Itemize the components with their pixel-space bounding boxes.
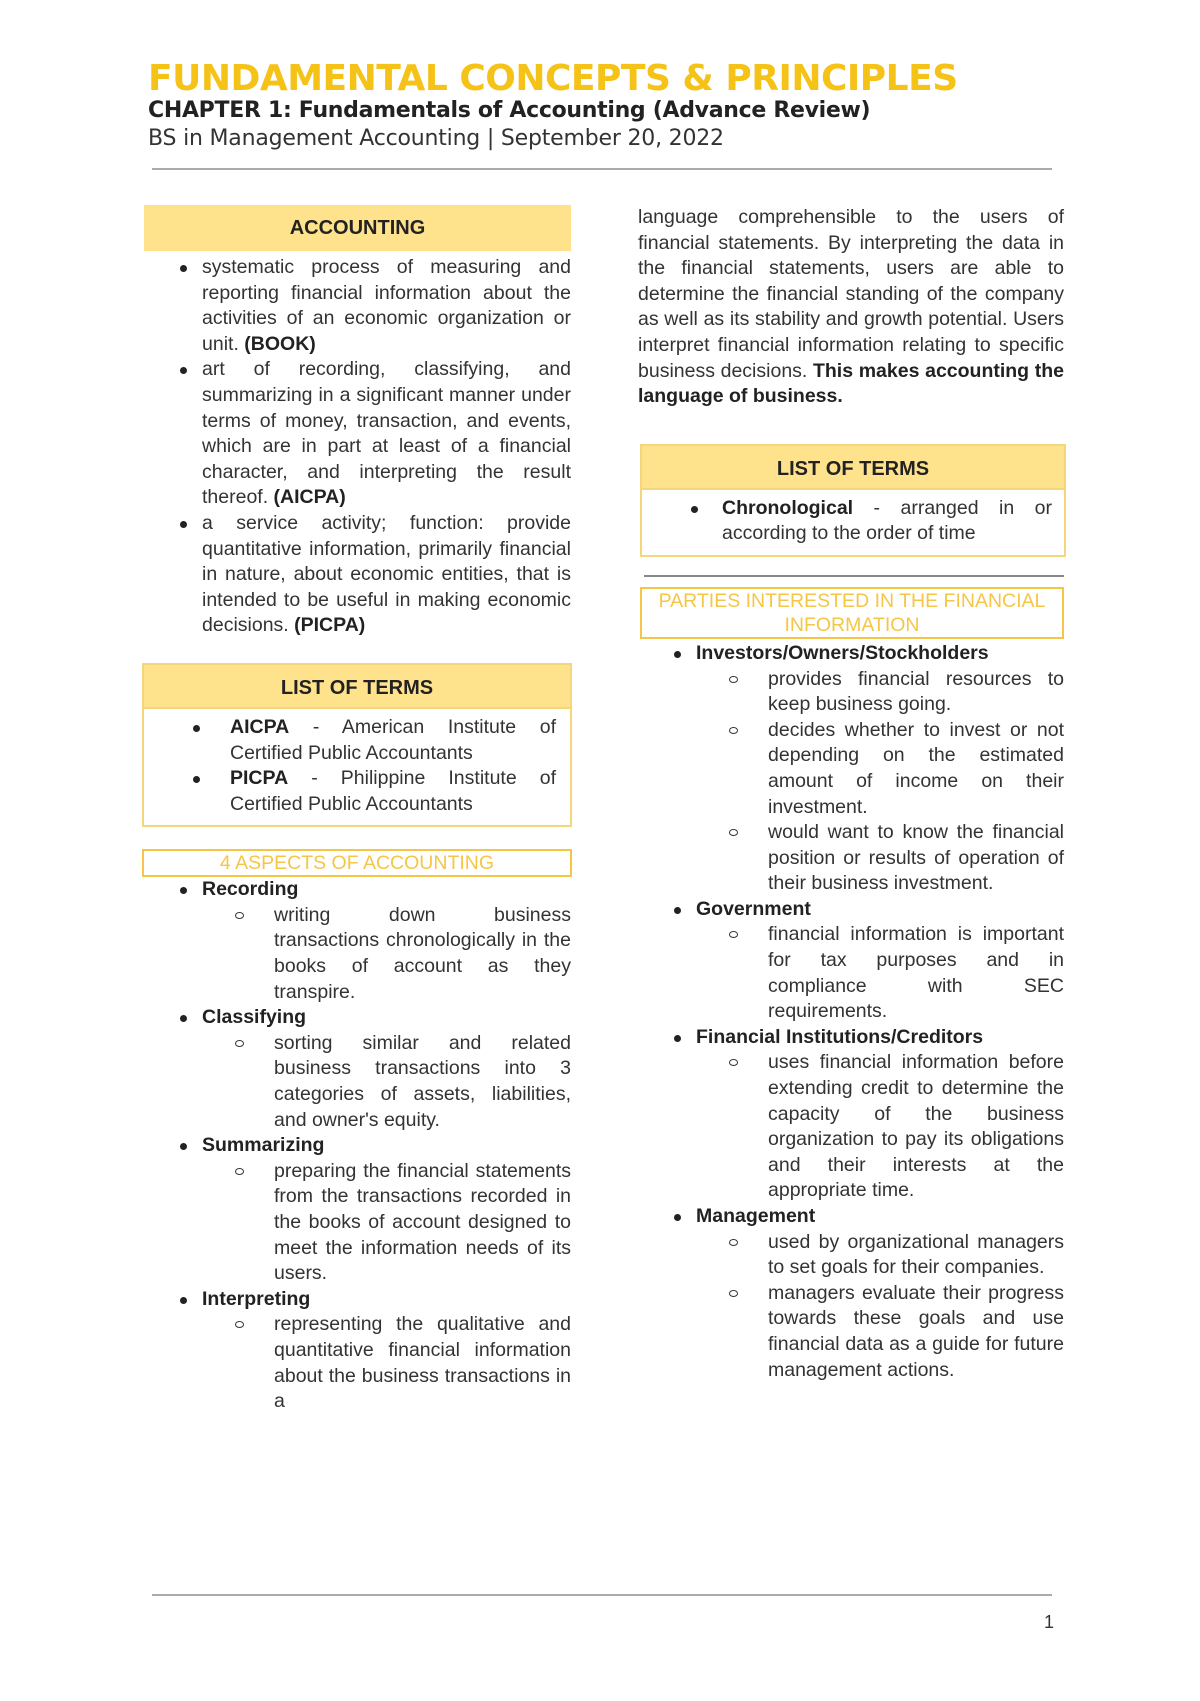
parties-heading: PARTIES INTERESTED IN THE FINANCIAL INFORMATION: [640, 587, 1064, 639]
header-divider: [152, 168, 1052, 170]
aspect-detail: representing the qualitative and quantitative financial information about the business transactions in a: [202, 1312, 571, 1414]
aspect-item: Interpreting representing the qualitative and quantitative financial information about the business transactions in a: [144, 1287, 571, 1415]
aspect-item: Summarizing preparing the financial statements from the transactions recorded in the books of account designed to meet the information needs of its users.: [144, 1133, 571, 1287]
aspect-detail: writing down business transactions chronologically in the books of account as they transpire.: [202, 903, 571, 1005]
continuation-paragraph: language comprehensible to the users of financial statements. By interpreting the data in the financial statements, users are able to determine the financial standing of the company as well as its stability and growth potential. Users interpret financial information relating to specific business decisions. This makes accounting the language of business.: [638, 206, 1064, 408]
accounting-definitions: [144, 255, 571, 639]
term-item: PICPA - Philippine Institute of Certified Public Accountants: [152, 766, 556, 817]
definition-item: art of recording, classifying, and summarizing in a significant manner under terms of money, transaction, and events, which are in part at least of a financial character, and interpreting the result thereof. (AICPA): [144, 357, 571, 511]
terms-header: LIST OF TERMS: [642, 446, 1064, 490]
page-number: 1: [1044, 1612, 1055, 1632]
aspect-item: Recording writing down business transactions chronologically in the books of account as they transpire.: [144, 877, 571, 1005]
party-point: would want to know the financial position or results of operation of their business investment.: [696, 820, 1064, 897]
terms-box-1: [142, 663, 572, 827]
right-column: [638, 205, 1064, 1383]
aspect-item: Classifying sorting similar and related business transactions into 3 categories of assets, liabilities, and owner's equity.: [144, 1005, 571, 1133]
definition-item: a service activity; function: provide quantitative information, primarily financial in nature, about economic entities, that is intended to be useful in making economic decisions. (PICPA): [144, 511, 571, 639]
party-item: Investors/Owners/Stockholders provides financial resources to keep business going. decides whether to invest or not depending on the estimated amount of income on their investment. would want to know the financial position or results of operation of their business investment.: [638, 641, 1064, 897]
parties-list: [638, 641, 1064, 1383]
terms-box-2: [640, 444, 1066, 557]
footer-divider: [152, 1594, 1052, 1596]
party-item: Government financial information is important for tax purposes and in compliance with SEC requirements.: [638, 897, 1064, 1025]
aspects-list: [144, 877, 571, 1414]
left-column: [144, 205, 571, 1415]
accounting-header: ACCOUNTING: [144, 205, 571, 251]
term-item: Chronological - arranged in or according to the order of time: [650, 496, 1052, 547]
section-divider: [644, 575, 1064, 577]
party-point: managers evaluate their progress towards these goals and use financial data as a guide for future management actions.: [696, 1281, 1064, 1383]
term-item: AICPA - American Institute of Certified Public Accountants: [152, 715, 556, 766]
aspect-detail: sorting similar and related business transactions into 3 categories of assets, liabilities, and owner's equity.: [202, 1031, 571, 1133]
chapter-heading: CHAPTER 1: Fundamentals of Accounting (Advance Review): [148, 98, 871, 123]
definition-item: systematic process of measuring and reporting financial information about the activities of an economic organization or unit. (BOOK): [144, 255, 571, 357]
terms-header: LIST OF TERMS: [144, 665, 570, 709]
party-point: used by organizational managers to set goals for their companies.: [696, 1230, 1064, 1281]
party-point: decides whether to invest or not depending on the estimated amount of income on their investment.: [696, 718, 1064, 820]
terms-list: [152, 715, 556, 817]
aspects-heading: 4 ASPECTS OF ACCOUNTING: [142, 849, 572, 877]
aspect-detail: preparing the financial statements from the transactions recorded in the books of account designed to meet the information needs of its users.: [202, 1159, 571, 1287]
party-point: financial information is important for tax purposes and in compliance with SEC requirements.: [696, 922, 1064, 1024]
party-item: Management used by organizational managers to set goals for their companies. managers evaluate their progress towards these goals and use financial data as a guide for future management actions.: [638, 1204, 1064, 1383]
party-point: uses financial information before extending credit to determine the capacity of the business organization to pay its obligations and their interests at the appropriate time.: [696, 1050, 1064, 1204]
document-title: FUNDAMENTAL CONCEPTS & PRINCIPLES: [148, 58, 958, 99]
terms-list: [650, 496, 1052, 547]
course-date-subtitle: BS in Management Accounting | September 20, 2022: [148, 126, 724, 151]
party-point: provides financial resources to keep business going.: [696, 667, 1064, 718]
party-item: Financial Institutions/Creditors uses financial information before extending credit to determine the capacity of the business organization to pay its obligations and their interests at the appropriate time.: [638, 1025, 1064, 1204]
